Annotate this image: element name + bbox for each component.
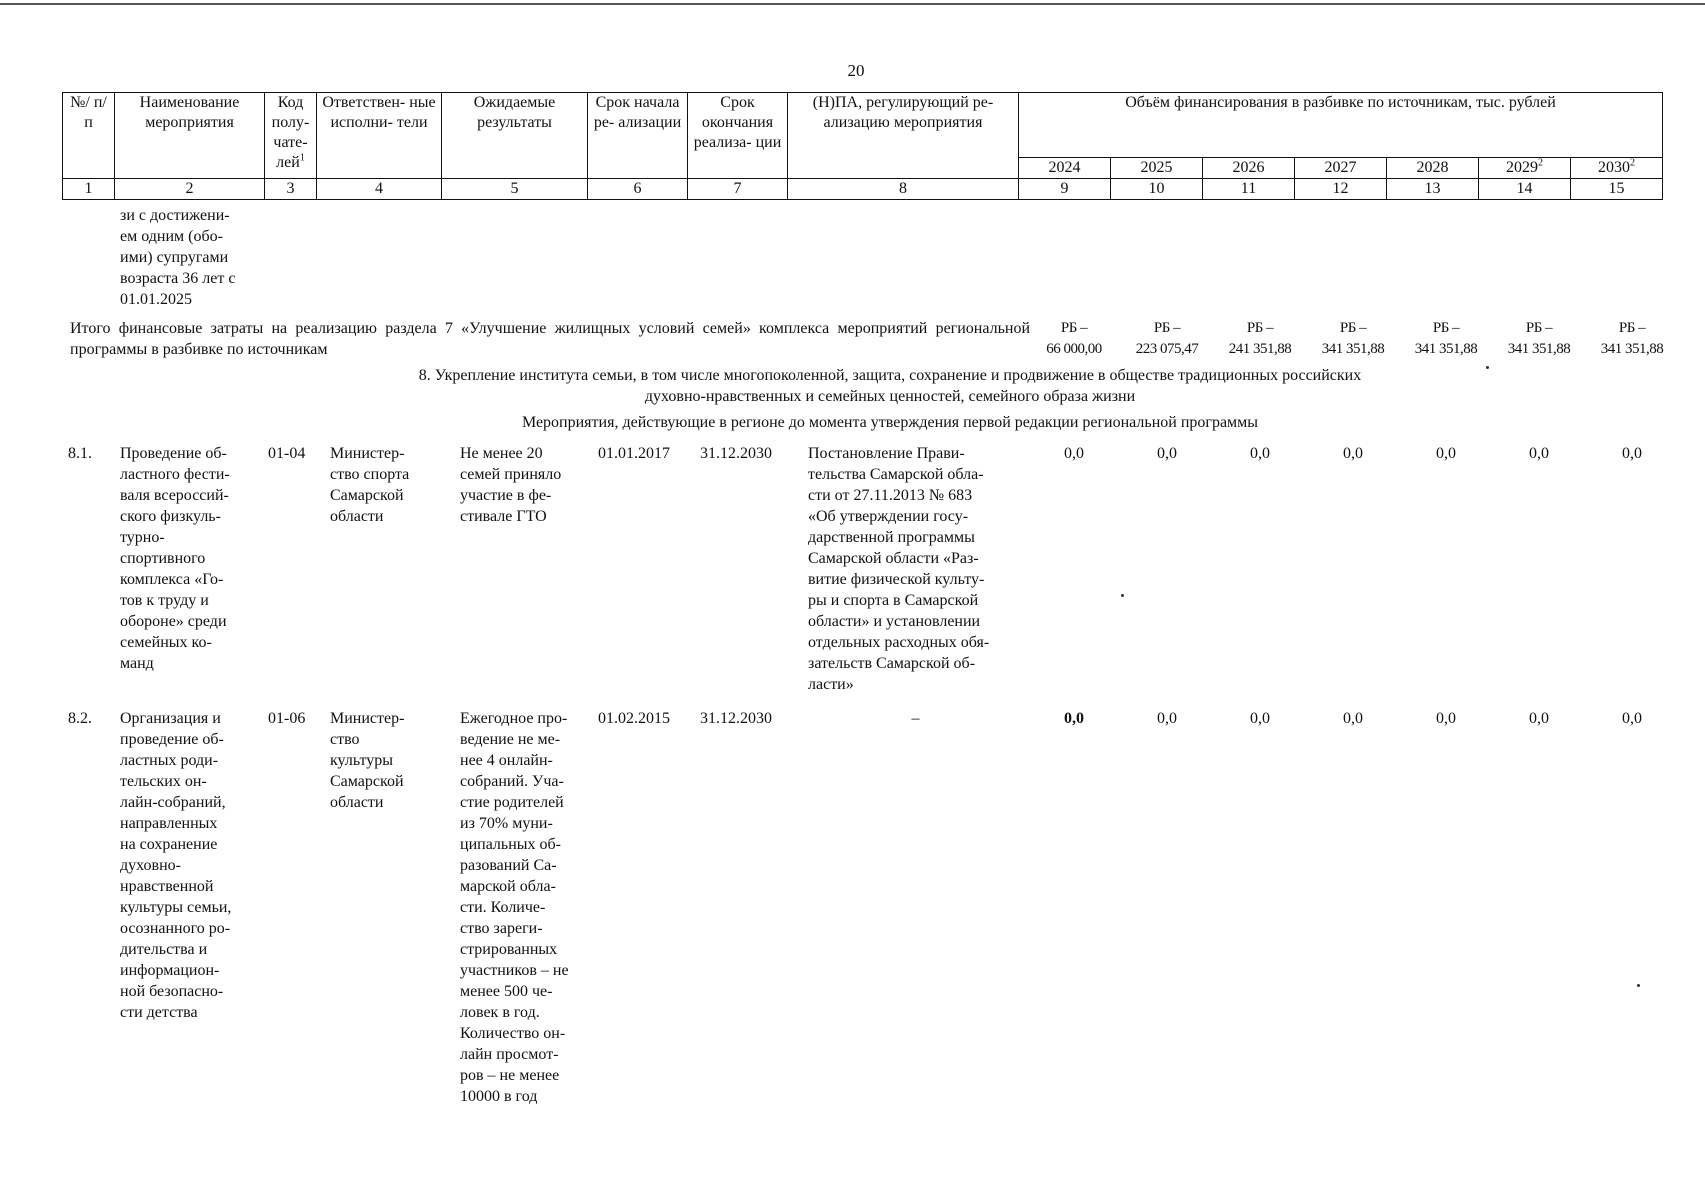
cell-line: ведение не ме-	[460, 731, 561, 748]
index-row	[63, 179, 1663, 200]
row-8-2-start: 01.02.2015	[598, 710, 670, 727]
cell-line: стие родителей	[460, 794, 564, 811]
total-source-label: РБ –	[1153, 320, 1181, 336]
financing-value: 0,0	[1064, 445, 1084, 462]
financing-value: 0,0	[1436, 710, 1456, 727]
total-text: Итого финансовые затраты на реализацию раздела 7 «Улучшение жилищных условий семей» комплекса мероприятий региональной программы в разбивке по источникам	[70, 320, 1030, 358]
cell-line: Министер-	[330, 710, 405, 727]
row-8-1-num: 8.1.	[68, 445, 92, 462]
cell-line: Министер-	[330, 445, 405, 462]
cell-line: марской обла-	[460, 878, 556, 895]
cell-line: лайн просмот-	[460, 1046, 559, 1063]
financing-value: 0,0	[1343, 445, 1363, 462]
cell-line: осознанного ро-	[120, 920, 231, 937]
cell-line: менее 500 че-	[460, 983, 553, 1000]
cell-line: Самарской области «Раз-	[808, 550, 979, 567]
cell-line: Проведение об-	[120, 445, 227, 462]
total-amount: 241 351,88	[1228, 341, 1292, 357]
cell-line: сти детства	[120, 1004, 198, 1021]
header-col-code-text: Код полу- чате- лей	[271, 94, 310, 171]
cell-line: области» и установлении	[808, 613, 981, 630]
cell-line: ластных роди-	[120, 752, 219, 769]
cell-line: Самарской	[330, 773, 404, 790]
cell-line: семейных ко-	[120, 634, 212, 651]
index-cell: 11	[1203, 179, 1295, 200]
footnote-2029: 2	[1538, 157, 1543, 169]
index-cell: 3	[265, 179, 317, 200]
continuation-line: возраста 36 лет с	[120, 270, 236, 287]
cell-line: из 70% муни-	[460, 815, 553, 832]
index-cell: 5	[442, 179, 588, 200]
cell-line: дительства и	[120, 941, 208, 958]
row-8-1-results	[460, 443, 590, 527]
continuation-line: ем одним (обо-	[120, 228, 223, 245]
total-value	[1121, 318, 1213, 360]
financing-value: 0,0	[1343, 710, 1363, 727]
total-value	[1493, 318, 1585, 360]
continuation-name	[120, 205, 260, 310]
cell-line: нравственной	[120, 878, 214, 895]
cell-line: «Об утверждении госу-	[808, 508, 969, 525]
total-amount: 341 351,88	[1507, 341, 1571, 357]
cell-line: области	[330, 508, 384, 525]
financing-value: 0,0	[1436, 445, 1456, 462]
header-col-financing: Объём финансирования в разбивке по источникам, тыс. рублей	[1019, 93, 1663, 158]
cell-line: участие в фе-	[460, 487, 552, 504]
index-cell: 10	[1111, 179, 1203, 200]
top-rule	[0, 3, 1705, 5]
index-cell: 4	[317, 179, 442, 200]
row-8-1-responsible	[330, 443, 445, 527]
total-amount: 66 000,00	[1046, 341, 1102, 357]
index-cell: 1	[63, 179, 115, 200]
cell-line: стрированных	[460, 941, 558, 958]
financing-value: 0,0	[1250, 710, 1270, 727]
financing-value: 0,0	[1529, 445, 1549, 462]
financing-value: 0,0	[1529, 710, 1549, 727]
cell-line: информацион-	[120, 962, 220, 979]
year-2030	[1571, 158, 1663, 179]
year-2026: 2026	[1203, 158, 1295, 179]
cell-line: отдельных расходных обя-	[808, 634, 990, 651]
total-amount: 341 351,88	[1321, 341, 1385, 357]
cell-line: –	[911, 710, 920, 727]
cell-line: комплекса «Го-	[120, 571, 224, 588]
cell-line: культуры	[330, 752, 394, 769]
cell-line: ной безопасно-	[120, 983, 224, 1000]
total-value	[1400, 318, 1492, 360]
continuation-line: зи с достижени-	[120, 207, 230, 224]
cell-line: тельских он-	[120, 773, 207, 790]
cell-line: ластного фести-	[120, 466, 230, 483]
total-source-label: РБ –	[1618, 320, 1646, 336]
cell-line: ров – не менее	[460, 1067, 560, 1084]
index-cell: 7	[688, 179, 788, 200]
index-cell: 6	[588, 179, 688, 200]
cell-line: Ежегодное про-	[460, 710, 568, 727]
total-amount: 223 075,47	[1135, 341, 1199, 357]
header-col-name: Наименование мероприятия	[115, 93, 265, 179]
index-cell: 12	[1295, 179, 1387, 200]
cell-line: сти. Количе-	[460, 899, 546, 916]
cell-line: Постановление Прави-	[808, 445, 965, 462]
total-source-label: РБ –	[1432, 320, 1460, 336]
total-value	[1307, 318, 1399, 360]
section-title: 8. Укрепление института семьи, в том числе многопоколенной, защита, сохранение и продвижение в обществе традиционных российских духовно-нравственных и семейных ценностей, семейного образа жизни	[418, 367, 1362, 405]
row-8-2-results	[460, 708, 590, 1107]
cell-line: ласти»	[808, 676, 854, 693]
cell-line: валя всероссий-	[120, 487, 229, 504]
scan-speck	[1121, 594, 1124, 597]
total-amount: 341 351,88	[1414, 341, 1478, 357]
total-amount: 341 351,88	[1600, 341, 1664, 357]
year-2025: 2025	[1111, 158, 1203, 179]
cell-line: стивале ГТО	[460, 508, 547, 525]
scan-speck	[1637, 984, 1640, 987]
header-col-npa: (Н)ПА, регулирующий ре- ализацию мероприятия	[788, 93, 1019, 179]
scan-speck	[1486, 366, 1489, 369]
row-8-2-end: 31.12.2030	[700, 710, 772, 727]
cell-line: зательств Самарской об-	[808, 655, 976, 672]
financing-value: 0,0	[1157, 445, 1177, 462]
financing-value: 0,0	[1622, 445, 1642, 462]
cell-line: дарственной программы	[808, 529, 975, 546]
cell-line: манд	[120, 655, 154, 672]
financing-value: 0,0	[1157, 710, 1177, 727]
row-8-1-name	[120, 443, 259, 674]
cell-line: сти от 27.11.2013 № 683	[808, 487, 973, 504]
header-col-responsible: Ответствен- ные исполни- тели	[317, 93, 442, 179]
header-col-num: №/ п/п	[63, 93, 115, 179]
cell-line: Не менее 20	[460, 445, 543, 462]
year-2028: 2028	[1387, 158, 1479, 179]
header-col-end: Срок окончания реализа- ции	[688, 93, 788, 179]
cell-line: обороне» среди	[120, 613, 227, 630]
index-cell: 9	[1019, 179, 1111, 200]
cell-line: духовно-	[120, 857, 181, 874]
financing-value: 0,0	[1250, 445, 1270, 462]
row-8-1-end: 31.12.2030	[700, 445, 772, 462]
total-value	[1214, 318, 1306, 360]
total-source-label: РБ –	[1525, 320, 1553, 336]
total-value	[1028, 318, 1120, 360]
cell-line: спортивного	[120, 550, 206, 567]
row-8-1-start: 01.01.2017	[598, 445, 670, 462]
footnote-2030: 2	[1630, 157, 1635, 169]
total-source-label: РБ –	[1060, 320, 1088, 336]
total-source-label: РБ –	[1246, 320, 1274, 336]
row-8-2-npa	[808, 708, 1023, 729]
index-cell: 15	[1571, 179, 1663, 200]
header-col-code	[265, 93, 317, 179]
continuation-line: ими) супругами	[120, 249, 229, 266]
cell-line: нее 4 онлайн-	[460, 752, 553, 769]
row-8-2-num: 8.2.	[68, 710, 92, 727]
index-cell: 8	[788, 179, 1019, 200]
year-2029	[1479, 158, 1571, 179]
cell-line: ры и спорта в Самарской	[808, 592, 979, 609]
cell-line: ского физкуль-	[120, 508, 221, 525]
table-header	[62, 92, 1663, 200]
row-8-1-code: 01-04	[268, 445, 306, 462]
year-2030-text: 2030	[1598, 159, 1630, 176]
subsection-title: Мероприятия, действующие в регионе до момента утверждения первой редакции региональной программы	[521, 414, 1259, 431]
cell-line: Самарской	[330, 487, 404, 504]
cell-line: ство спорта	[330, 466, 410, 483]
cell-line: турно-	[120, 529, 165, 546]
year-2024: 2024	[1019, 158, 1111, 179]
continuation-line: 01.01.2025	[120, 291, 192, 308]
cell-line: ство	[330, 731, 360, 748]
header-col-results: Ожидаемые результаты	[442, 93, 588, 179]
cell-line: Организация и	[120, 710, 221, 727]
total-source-label: РБ –	[1339, 320, 1367, 336]
index-cell: 13	[1387, 179, 1479, 200]
row-8-2-code: 01-06	[268, 710, 306, 727]
row-8-2-name	[120, 708, 259, 1023]
cell-line: на сохранение	[120, 836, 218, 853]
index-cell: 2	[115, 179, 265, 200]
cell-line: области	[330, 794, 384, 811]
financing-value: 0,0	[1622, 710, 1642, 727]
cell-line: собраний. Уча-	[460, 773, 564, 790]
cell-line: лайн-собраний,	[120, 794, 226, 811]
cell-line: ловек в год.	[460, 1004, 540, 1021]
header-col-start: Срок начала ре- ализации	[588, 93, 688, 179]
cell-line: Количество он-	[460, 1025, 566, 1042]
cell-line: ство зареги-	[460, 920, 543, 937]
financing-value: 0,0	[1064, 710, 1084, 727]
cell-line: культуры семьи,	[120, 899, 232, 916]
footnote-1: 1	[299, 152, 305, 164]
page-number: 20	[847, 61, 865, 80]
cell-line: разований Са-	[460, 857, 557, 874]
cell-line: ципальных об-	[460, 836, 561, 853]
year-2027: 2027	[1295, 158, 1387, 179]
row-8-2-responsible	[330, 708, 445, 813]
cell-line: тельства Самарской обла-	[808, 466, 984, 483]
year-2029-text: 2029	[1506, 159, 1538, 176]
cell-line: проведение об-	[120, 731, 224, 748]
total-value	[1586, 318, 1678, 360]
cell-line: семей приняло	[460, 466, 562, 483]
cell-line: витие физической культу-	[808, 571, 985, 588]
cell-line: направленных	[120, 815, 218, 832]
row-8-1-npa	[808, 443, 1023, 695]
index-cell: 14	[1479, 179, 1571, 200]
cell-line: участников – не	[460, 962, 569, 979]
cell-line: 10000 в год	[460, 1088, 538, 1105]
cell-line: тов к труду и	[120, 592, 209, 609]
